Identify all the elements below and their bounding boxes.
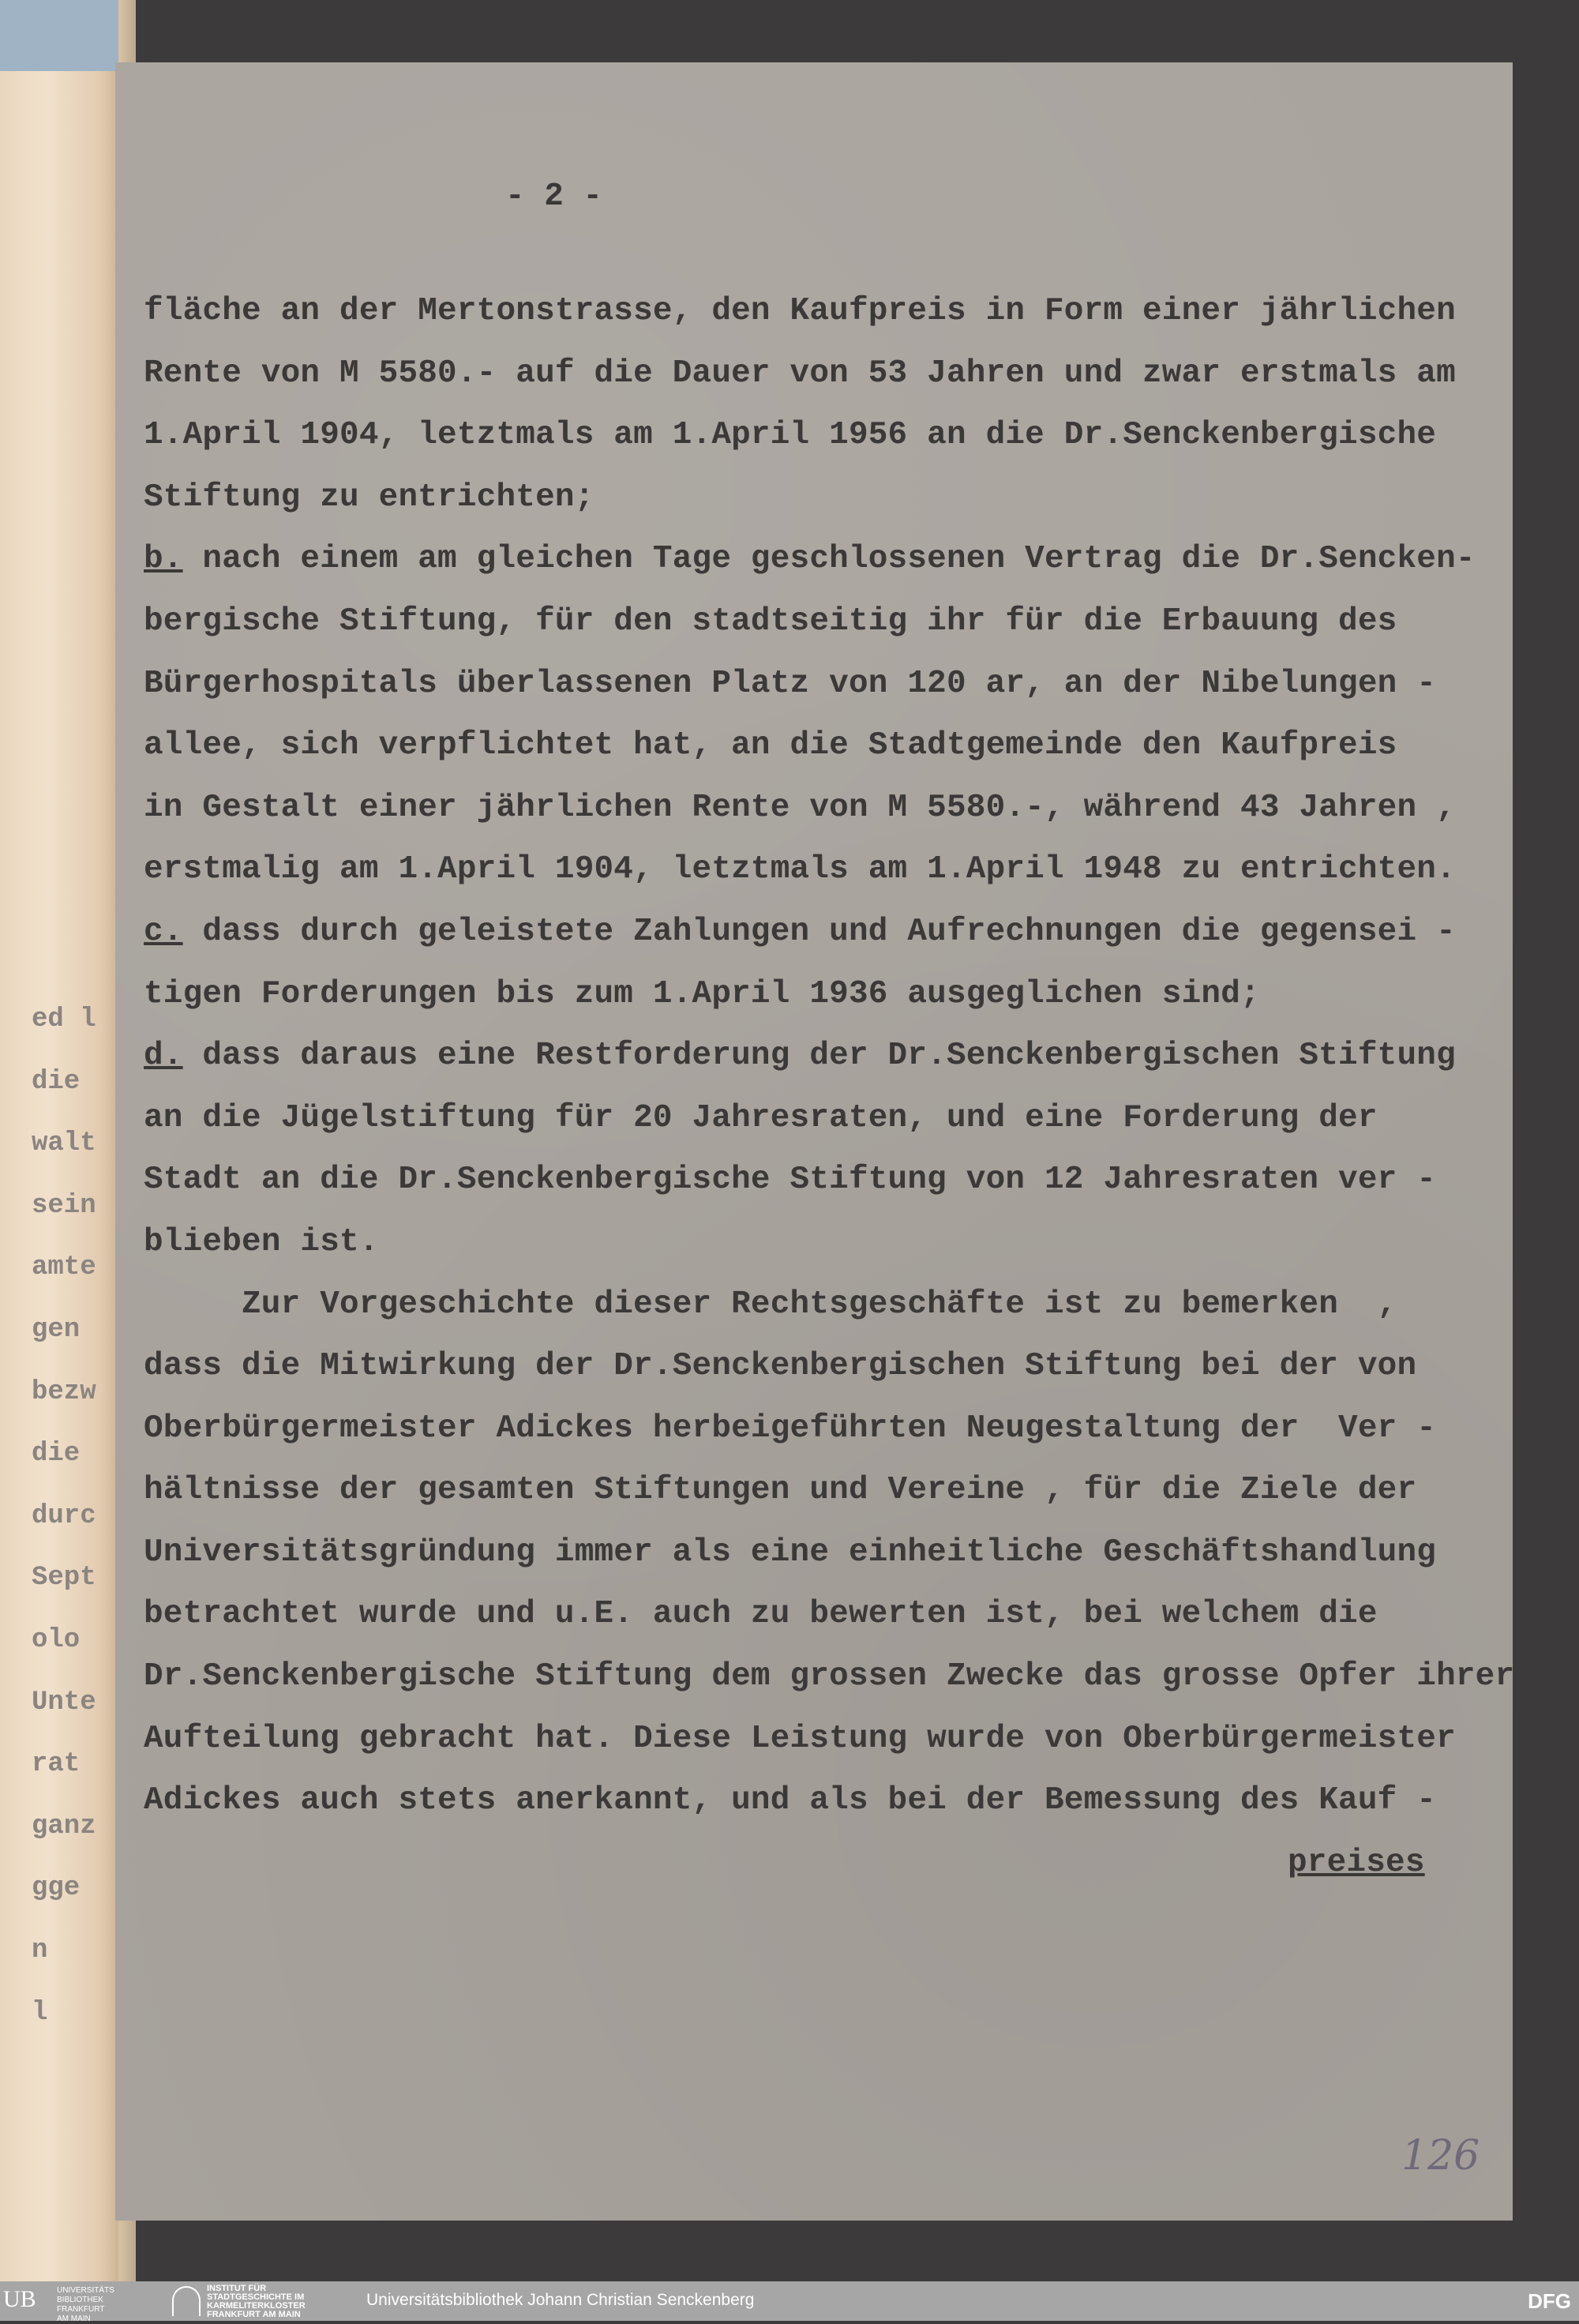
text-line xyxy=(144,1149,1533,1211)
margin-fragment: n xyxy=(32,1935,48,1965)
line-text: an die Jügelstiftung für 20 Jahresraten, und eine Forderung der xyxy=(144,1099,1378,1136)
list-marker: c. xyxy=(144,913,183,950)
margin-fragment: Unte xyxy=(32,1687,96,1718)
text-line xyxy=(144,1646,1533,1708)
margin-fragment: walt xyxy=(32,1128,96,1159)
line-text: Stiftung zu entrichten; xyxy=(144,479,594,516)
text-line xyxy=(144,591,1533,653)
library-name: Universitätsbibliothek Johann Christian Senckenberg xyxy=(366,2291,755,2309)
text-line xyxy=(144,1770,1533,1832)
line-text: Bürgerhospitals überlassenen Platz von 120 ar, an der Nibelungen - xyxy=(144,665,1437,702)
text-line xyxy=(144,715,1533,777)
line-text: Universitätsgründung immer als eine einheitliche Geschäftshandlung xyxy=(144,1534,1437,1571)
text-line xyxy=(144,404,1533,467)
margin-fragment: Sept xyxy=(32,1563,96,1594)
margin-fragment: l xyxy=(32,1997,48,2028)
isg-logo-text: INSTITUT FÜR STADTGESCHICHTE IM KARMELITERKLOSTER FRANKFURT AM MAIN xyxy=(207,2284,306,2319)
margin-fragment: olo xyxy=(32,1625,81,1655)
margin-fragment: bezw xyxy=(32,1376,96,1407)
margin-fragment: die xyxy=(32,1439,81,1470)
text-line xyxy=(144,1025,1533,1087)
line-text: Stadt an die Dr.Senckenbergische Stiftung von 12 Jahresraten ver - xyxy=(144,1162,1437,1199)
line-text: blieben ist. xyxy=(144,1223,379,1260)
text-line xyxy=(144,777,1533,839)
margin-fragment: ed l xyxy=(32,1004,96,1034)
line-text: betrachtet wurde und u.E. auch zu bewerten ist, bei welchem die xyxy=(144,1596,1378,1633)
text-line xyxy=(144,963,1533,1026)
margin-fragment: sein xyxy=(32,1190,96,1221)
line-text: Dr.Senckenbergische Stiftung dem grossen Zwecke das grosse Opfer ihrer xyxy=(144,1658,1515,1695)
line-text: in Gestalt einer jährlichen Rente von M 5580.-, während 43 Jahren , xyxy=(144,789,1456,826)
text-line xyxy=(144,467,1533,529)
text-line xyxy=(144,839,1533,901)
margin-fragment: rat xyxy=(32,1749,81,1780)
page-number: - 2 - xyxy=(505,178,603,215)
margin-fragment: gen xyxy=(32,1315,81,1345)
binding-edge xyxy=(0,0,118,71)
margin-fragment: die xyxy=(32,1066,81,1097)
document-body xyxy=(144,280,1533,1894)
text-line xyxy=(144,280,1533,343)
ub-logo-text: UNIVERSITÄTS BIBLIOTHEK FRANKFURT AM MAIN xyxy=(57,2286,114,2323)
line-text: allee, sich verpflichtet hat, an die Stadtgemeinde den Kaufpreis xyxy=(144,727,1397,764)
dfg-logo[interactable]: DFG xyxy=(1528,2289,1571,2313)
line-text: Zur Vorgeschichte dieser Rechtsgeschäfte ist zu bemerken , xyxy=(242,1286,1397,1323)
margin-fragment: ganz xyxy=(32,1811,96,1842)
line-text: preises xyxy=(1288,1844,1425,1881)
footer-bar xyxy=(0,2281,1579,2321)
text-line xyxy=(144,1087,1533,1150)
line-text: Rente von M 5580.- auf die Dauer von 53 Jahren und zwar erstmals am xyxy=(144,355,1456,392)
line-text: 1.April 1904, letztmals am 1.April 1956 an die Dr.Senckenbergische xyxy=(144,417,1437,454)
text-line xyxy=(144,1459,1533,1522)
ub-logo[interactable]: UB xyxy=(3,2286,36,2312)
line-text: bergische Stiftung, für den stadtseitig ihr für die Erbauung des xyxy=(144,603,1397,640)
text-line xyxy=(144,1832,1533,1894)
line-text: hältnisse der gesamten Stiftungen und Vereine , für die Ziele der xyxy=(144,1472,1417,1509)
margin-fragment: amte xyxy=(32,1252,96,1283)
margin-fragment: gge xyxy=(32,1873,81,1904)
list-marker: d. xyxy=(144,1038,183,1075)
line-text: dass durch geleistete Zahlungen und Aufrechnungen die gegensei - xyxy=(182,913,1456,950)
line-text: erstmalig am 1.April 1904, letztmals am 1.April 1948 zu entrichten. xyxy=(144,851,1456,888)
text-line xyxy=(144,343,1533,405)
text-line xyxy=(144,1274,1533,1336)
text-line xyxy=(144,901,1533,963)
text-line xyxy=(144,1335,1533,1398)
text-line xyxy=(144,528,1533,591)
text-line xyxy=(144,1583,1533,1646)
line-text: Aufteilung gebracht hat. Diese Leistung wurde von Oberbürgermeister xyxy=(144,1720,1456,1757)
text-line xyxy=(144,1708,1533,1770)
isg-logo-icon[interactable] xyxy=(172,2286,201,2316)
line-text: fläche an der Mertonstrasse, den Kaufpreis in Form einer jährlichen xyxy=(144,293,1456,329)
text-line xyxy=(144,1522,1533,1584)
handwritten-folio-number: 126 xyxy=(1401,2132,1480,2179)
line-text: dass die Mitwirkung der Dr.Senckenbergischen Stiftung bei der von xyxy=(144,1348,1417,1385)
text-line xyxy=(144,1398,1533,1460)
line-text: Adickes auch stets anerkannt, und als bei der Bemessung des Kauf - xyxy=(144,1782,1437,1819)
line-text: dass daraus eine Restforderung der Dr.Senckenbergischen Stiftung xyxy=(182,1038,1456,1075)
line-text: tigen Forderungen bis zum 1.April 1936 ausgeglichen sind; xyxy=(144,975,1260,1012)
line-text: nach einem am gleichen Tage geschlossenen Vertrag die Dr.Sencken- xyxy=(182,541,1476,578)
list-marker: b. xyxy=(144,541,183,578)
text-line xyxy=(144,1211,1533,1274)
line-text: Oberbürgermeister Adickes herbeigeführten Neugestaltung der Ver - xyxy=(144,1410,1437,1447)
text-line xyxy=(144,653,1533,715)
margin-fragment: durc xyxy=(32,1500,96,1531)
